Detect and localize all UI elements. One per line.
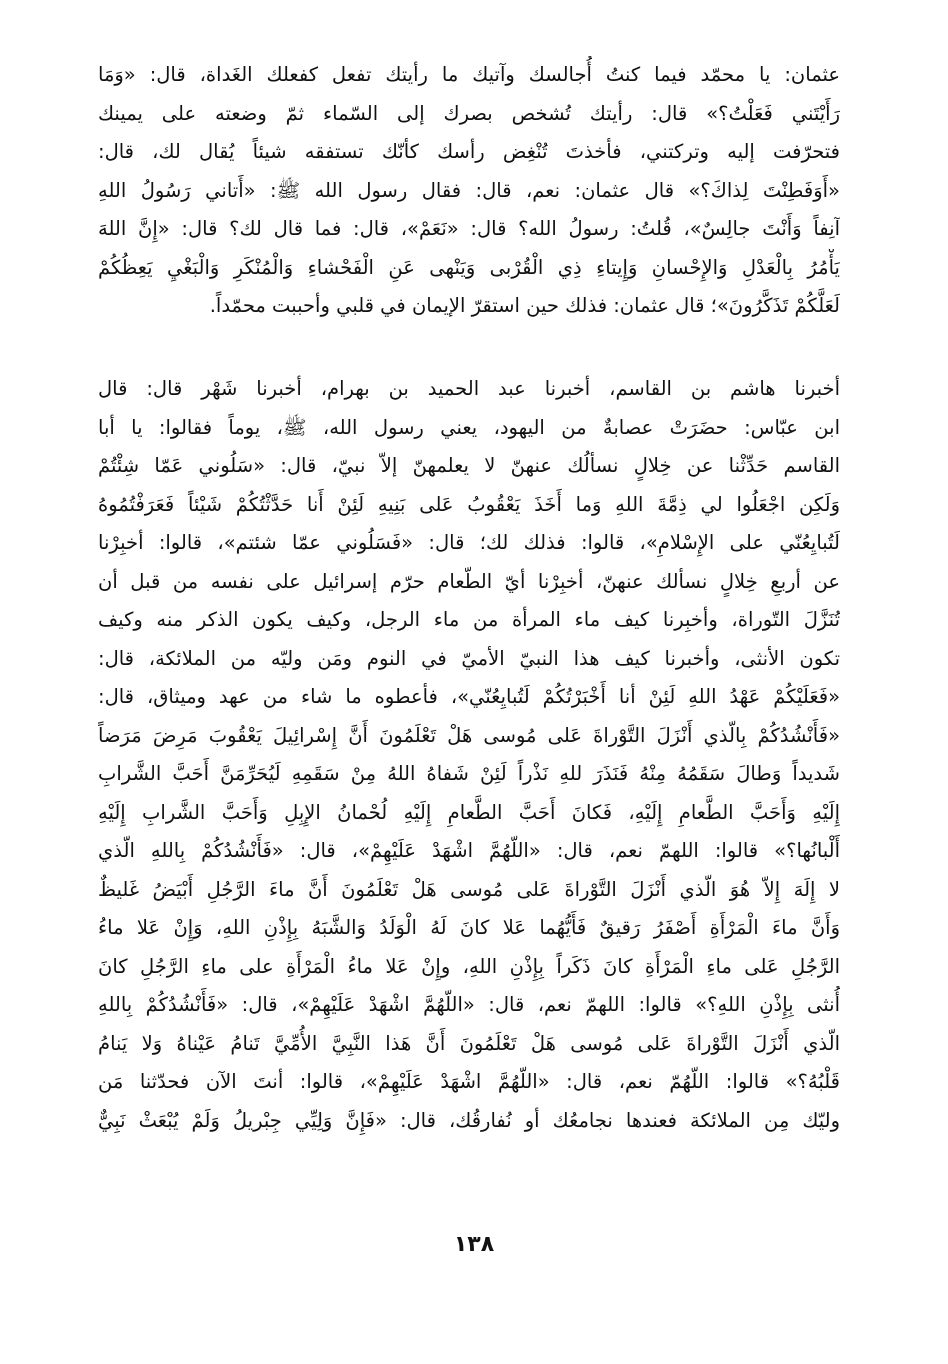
text-line: أَلْبانُها؟» قالوا: اللهمّ نعم، قال: «اللّهُمَّ اشْهَدْ عَلَيْهِمْ»، قال: «فَأَنْشُدُكُمْ بِاللهِ الّذي [98,839,840,862]
text-line: عثمان: يا محمّد فيما كنتُ أُجالسك وآتيك ما رأيتك تفعل كفعلك الغَداة، قال: «وَمَا [98,63,840,86]
paragraph-1 [98,56,840,326]
text-line: لا إِلَهَ إِلاّ هُوَ الّذي أَنْزَلَ التَّوْراةَ عَلى مُوسى هَلْ تَعْلَمُونَ أَنَّ ماءَ الرَّجُلِ أَبْيَضُ غَليظٌ [98,877,840,901]
text-line: أخبرنا هاشم بن القاسم، أخبرنا عبد الحميد بن بهرام، أخبرنا شَهْر قال: قال [98,377,840,400]
text-line: وَأَنَّ ماءَ الْمَرْأَةِ أَصْفَرُ رَقيقٌ فَأَيُّهُما عَلا كانَ لَهُ الْوَلَدُ وَالشَّبَهُ بِإِذْنِ اللهِ، وَإِنْ عَلا ماءُ [98,916,840,939]
text-line: وليّك مِن الملائكة فعندها نجامعُك أو نُفارقُك، قال: «فَإِنَّ وَلِيِّي جِبْريلُ وَلَمْ يُبْعَثْ نَبِيٌّ [98,1108,840,1132]
text-line: القاسم حَدِّثْنا عن خِلالٍ نسألُك عنهنّ لا يعلمهنّ إلاّ نبيّ، قال: «سَلُوني عَمّا شِئْتُمْ [98,454,840,477]
text-line: قَلْبُهُ؟» قالوا: اللّهُمّ نعم، قال: «اللّهُمَّ اشْهَدْ عَلَيْهِمْ»، قالوا: أنتَ الآن فحدّثنا مَن [98,1070,840,1093]
text-line: ابن عبّاس: حضَرَتْ عصابةٌ من اليهود، يعني رسول الله، ﷺ، يوماً فقالوا: يا أبا [98,415,840,439]
page-number: ١٣٨ [453,1232,495,1257]
text-line: تُنَزَّلَ التّوراة، وأخبِرنا كيف ماء المرأة من ماء الرجل، وكيف يكون الذكر منه وكيف [98,608,840,631]
text-line: يَأْمُرُ بِالْعَدْلِ وَالإِحْسانِ وَإِيتاءِ ذِي الْقُرْبى وَيَنْهى عَنِ الْفَحْشاءِ وَالْمُنْكَرِ وَالْبَغْيِ يَعِظُكُمْ [98,255,840,279]
text-line: لَعَلَّكُمْ تَذَكَّرُونَ»؛ قال عثمان: فذلك حين استقرّ الإيمان في قلبي وأحببت محمّداً. [209,294,840,317]
text-line: وَلَكِن اجْعَلُوا لي ذِمَّةَ اللهِ وَما أَخَذَ يَعْقُوبُ عَلى بَنِيهِ لَئِنْ أَنا حَدَّثْتُكُمْ شَيْئاً فَعَرَفْتُمُوهُ [98,492,840,516]
text-line: تكون الأنثى، وأخبرنا كيف هذا النبيّ الأميّ في النوم ومَن وليّه من الملائكة، قال: [98,646,840,670]
text-line: عن أربعِ خِلالٍ نسألك عنهنّ، أخبِرْنا أيّ الطّعام حرّم إسرائيل على نفسه من قبل أن [98,569,840,593]
text-line: شَديداً وَطالَ سَقَمُهُ مِنْهُ فَنَذَرَ للهِ نَذْراً لَئِنْ شَفاهُ اللهُ مِنْ سَقَمِهِ لَيُحَرِّمَنَّ أَحَبَّ الشَّرابِ [98,762,840,785]
text-line: آنِفاً وَأَنْتَ جالِسٌ»، قُلتُ: رسولُ الله؟ قال: «نَعَمْ»، قال: فما قال لك؟ قال: «إِنَّ اللهَ [98,217,840,240]
paragraph-2 [98,370,840,1140]
text-line: فتحرّفت إليه وتركتني، فأخذتَ تُنْغِض رأسك كأنّك تستفقه شيئاً يُقال لك، قال: [98,140,840,163]
text-line: إِلَيْهِ وَأَحَبَّ الطَّعامِ إِلَيْهِ، فَكانَ أَحَبَّ الطَّعامِ إِلَيْهِ لُحْمانُ الإِبِلِ وَأَحَبَّ الشَّرابِ إِلَيْهِ [98,800,840,824]
text-line: الّذي أَنْزَلَ التَّوْراةَ عَلى مُوسى هَلْ تَعْلَمُونَ أَنَّ هَذا النَّبِيَّ الأُمِّيَّ تَنامُ عَيْناهُ وَلا يَنامُ [98,1031,840,1055]
text-line: أُنثى بِإِذْنِ اللهِ؟» قالوا: اللهمّ نعم، قال: «اللّهُمَّ اشْهَدْ عَلَيْهِمْ»، قال: «فَأَنْشُدُكُمْ بِاللهِ [98,993,840,1016]
text-line: «أَوَفَطِنْتَ لِذاكَ؟» قال عثمان: نعم، قال: فقال رسول الله ﷺ: «أَتاني رَسُولُ اللهِ [98,178,840,202]
text-line: لَتُبايِعُنّي على الإِسْلامِ»، قالوا: فذلك لك؛ قال: «فَسَلُوني عمّا شئتم»، قالوا: أخبِرْنا [98,531,840,554]
text-line: رَأَيْتَني فَعَلْتُ؟» قال: رأيتك تُشخص بصرك إلى السّماء ثمّ وضعته على يمينك [98,101,840,125]
text-line: «فَأَنْشُدُكُمْ بِالّذي أَنْزَلَ التَّوْراةَ عَلى مُوسى هَلْ تَعْلَمُونَ أَنَّ إِسْرائِيلَ يَعْقُوبَ مَرِضَ مَرَضاً [98,723,840,747]
text-line: «فَعَلَيْكُمْ عَهْدُ اللهِ لَئِنْ أنا أَخْبَرْتُكُمْ لَتُبايِعُنّي»، فأعطوه ما شاء من عهد وميثاق، قال: [98,685,840,708]
text-line: الرَّجُلِ عَلى ماءِ الْمَرْأَةِ كانَ ذَكَراً بِإِذْنِ اللهِ، وإِنْ عَلا ماءُ الْمَرْأَةِ على ماءِ الرَّجُلِ كانَ [98,954,840,978]
